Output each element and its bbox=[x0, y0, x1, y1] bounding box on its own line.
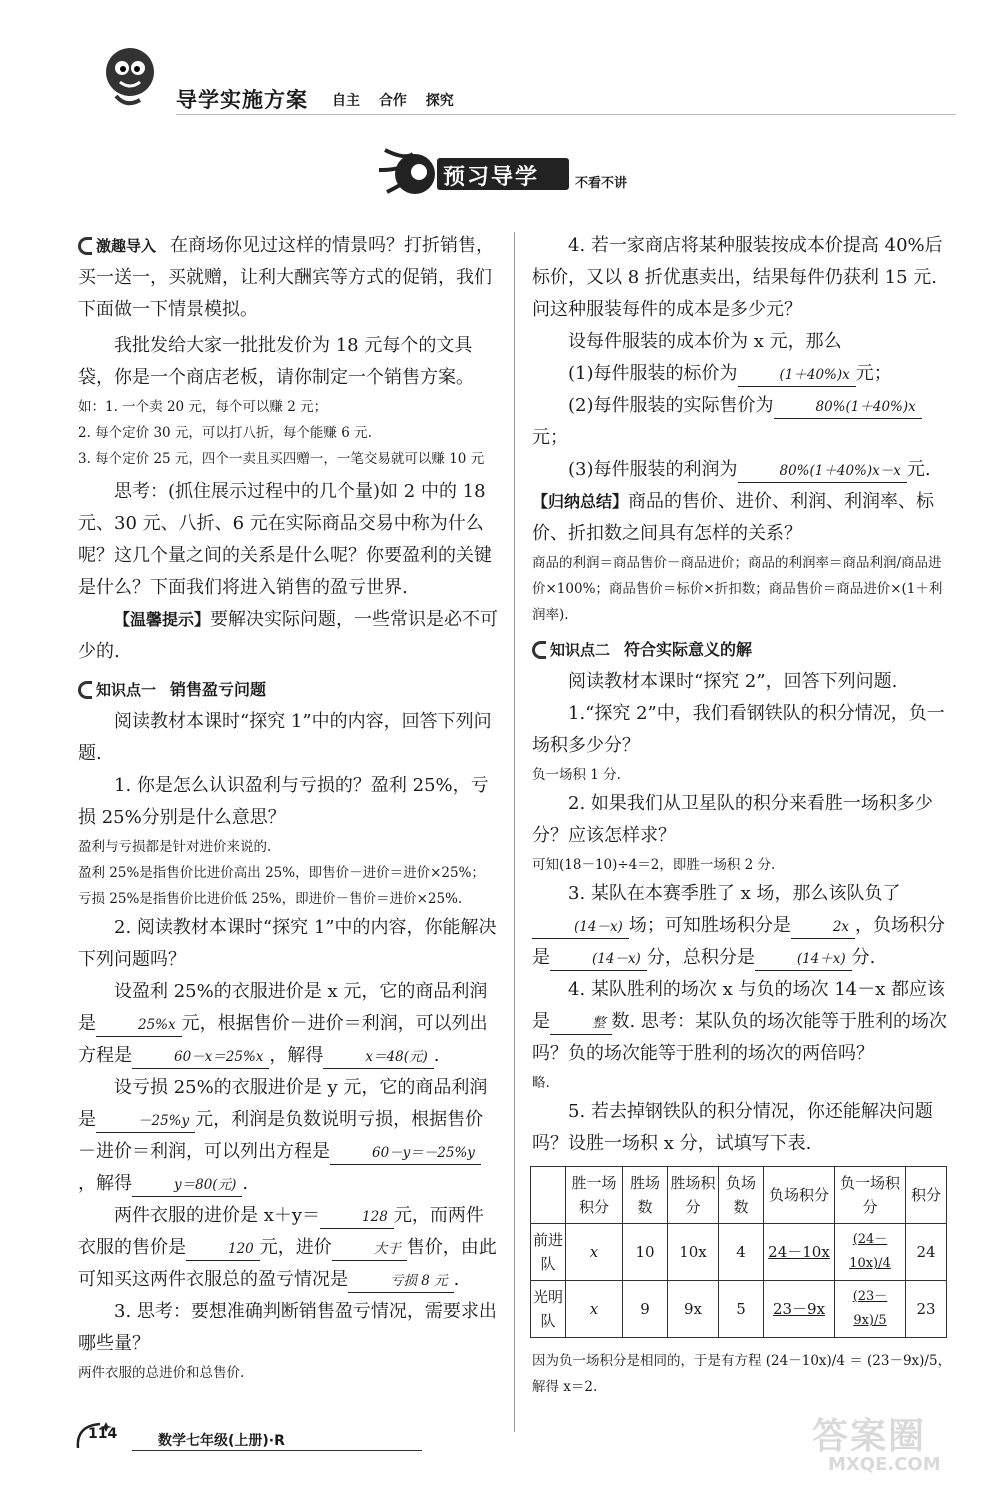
blank-loss-points: (14－x) bbox=[550, 948, 647, 971]
question-4-3: (3)每件服装的利润为 80%(1＋40%)x－x 元. bbox=[532, 454, 952, 486]
table-cell: x bbox=[566, 1224, 623, 1281]
table-header-cell: 负场积分 bbox=[764, 1167, 835, 1224]
table-cell: x bbox=[566, 1281, 623, 1338]
table-cell: 5 bbox=[719, 1281, 764, 1338]
r-question-1: 1.“探究 2”中，我们看钢铁队的积分情况，负一场积多少分？ bbox=[532, 703, 945, 756]
header-tag: 探究 bbox=[425, 93, 454, 109]
equation-answer: 因为负一场积分是相同的，于是有方程 (24－10x)/4 ＝ (23－9x)/5，解得 x＝2. bbox=[532, 1353, 952, 1395]
banner-subtitle: 不看不讲 bbox=[575, 176, 628, 191]
tip-text: 要解决实际问题，一些常识是必不可少的. bbox=[78, 609, 499, 662]
answer-3: 两件衣服的总进价和总售价. bbox=[78, 1365, 245, 1381]
page-header bbox=[96, 42, 956, 112]
answer-1-line1: 盈利与亏损都是针对进价来说的. bbox=[78, 839, 272, 855]
question-2: 2. 阅读教材本课时“探究 1”中的内容，你能解决下列问题吗？ bbox=[78, 917, 497, 970]
knowledge-1-intro: 阅读教材本课时“探究 1”中的内容，回答下列问题. bbox=[78, 711, 492, 764]
table-cell: 10 bbox=[623, 1224, 668, 1281]
r-question-4: 4. 某队胜利的场次 x 与负的场次 14－x 都应该是 整 数. 思考：某队负的场次能等于胜利的场次吗？负的场次能等于胜利的场次的两倍吗？ bbox=[532, 979, 947, 1064]
table-row bbox=[531, 1224, 947, 1281]
r-answer-1: 负一场积 1 分. bbox=[532, 767, 621, 783]
header-rule bbox=[176, 114, 956, 115]
table-header-cell: 胜场积分 bbox=[668, 1167, 719, 1224]
example-2: 2. 每个定价 30 元，可以打八折，每个能赚 6 元. bbox=[78, 425, 372, 441]
answer-1-line3: 亏损 25%是指售价比进价低 25%，即进价－售价＝进价×25%. bbox=[78, 891, 463, 907]
blank-profit: 25%x bbox=[96, 1014, 182, 1037]
blank-selling-price: 80%(1＋40%)x bbox=[774, 396, 922, 419]
table-header-cell: 积分 bbox=[906, 1167, 947, 1224]
summary-answer: 商品的利润＝商品售价－商品进价；商品的利润率＝商品利润/商品进价×100%；商品售价＝标价×折扣数；商品售价＝商品进价×(1＋利润率). bbox=[532, 555, 943, 623]
knowledge-2-title: 符合实际意义的解 bbox=[624, 640, 753, 659]
table-cell: 前进队 bbox=[531, 1224, 566, 1281]
page-number: 114 bbox=[88, 1426, 118, 1442]
intro-text: 在商场你见过这样的情景吗？打折销售，买一送一，买就赠，让利大酬宾等方式的促销，我们下面做一下情景模拟。 bbox=[78, 235, 495, 320]
summary-text: 商品的售价、进价、利润、利润率、标价、折扣数之间具有怎样的关系？ bbox=[532, 491, 935, 544]
table-cell: 光明队 bbox=[531, 1281, 566, 1338]
answer-1-line2: 盈利 25%是指售价比进价高出 25%，即售价－进价＝进价×25%； bbox=[78, 865, 485, 881]
blank-solution-y: y＝80(元) bbox=[132, 1174, 242, 1197]
table-cell: 23－9x bbox=[764, 1281, 835, 1338]
book-title: 数学七年级(上册)·R bbox=[158, 1433, 285, 1449]
question-4-2: (2)每件服装的实际售价为 80%(1＋40%)x元； bbox=[532, 390, 952, 454]
watermark-top: 答案圈 bbox=[812, 1416, 927, 1457]
example-1: 如：1. 一个卖 20 元，每个可以赚 2 元； bbox=[78, 399, 328, 415]
section-banner bbox=[375, 140, 645, 206]
blank-win-points: 2x bbox=[791, 916, 855, 939]
watermark-bottom: MXQE.COM bbox=[828, 1454, 941, 1475]
example-3: 3. 每个定价 25 元，四个一卖且买四赠一，一笔交易就可以赚 10 元 bbox=[78, 451, 485, 467]
table-header-cell: 胜一场积分 bbox=[566, 1167, 623, 1224]
table-cell: 9x bbox=[668, 1281, 719, 1338]
watermark bbox=[812, 1408, 972, 1482]
question-2a: 设盈利 25%的衣服进价是 x 元，它的商品利润是 25%x 元，根据售价－进价＝利润，可以列出方程是 60－x＝25%x ，解得 x＝48(元) . bbox=[78, 976, 498, 1072]
tip-paragraph bbox=[78, 604, 498, 668]
table-cell: 23 bbox=[906, 1281, 947, 1338]
flame-swirl-icon bbox=[375, 140, 445, 206]
question-1: 1. 你是怎么认识盈利与亏损的？盈利 25%，亏损 25%分别是什么意思？ bbox=[78, 775, 489, 828]
r-answer-2: 可知(18－10)÷4＝2，即胜一场积 2 分. bbox=[532, 857, 776, 873]
knowledge-2-tag: 知识点二 bbox=[532, 639, 616, 661]
table-header-cell: 负一场积分 bbox=[835, 1167, 906, 1224]
table-cell: 9 bbox=[623, 1281, 668, 1338]
tip-label: 【温馨提示】 bbox=[114, 610, 211, 629]
footer-rule bbox=[132, 1450, 422, 1451]
r-question-2: 2. 如果我们从卫星队的积分来看胜一场积多少分？应该怎样求？ bbox=[532, 793, 933, 846]
question-2b: 设亏损 25%的衣服进价是 y 元，它的商品利润是 －25%y 元，利润是负数说明亏损，根据售价－进价＝利润，可以列出方程是 60－y＝－25%y，解得 y＝80(元) . bbox=[78, 1072, 498, 1200]
question-4: 4. 若一家商店将某种服装按成本价提高 40%后标价，又以 8 折优惠卖出，结果每件仍获利 15 元. 问这种服装每件的成本是多少元？ bbox=[532, 235, 943, 320]
question-3: 3. 思考：要想准确判断销售盈亏情况，需要求出哪些量？ bbox=[78, 1301, 497, 1354]
think-paragraph: 思考：(抓住展示过程中的几个量)如 2 中的 18 元、30 元、八折、6 元在实际商品交易中称为什么呢？这几个量之间的关系是什么呢？你要盈利的关键是什么？下面我们将进入销售的盈亏世界. bbox=[78, 481, 492, 598]
page-footer bbox=[72, 1418, 372, 1458]
blank-solution-x: x＝48(元) bbox=[323, 1046, 433, 1069]
blank-losses: (14－x) bbox=[532, 916, 629, 939]
blank-total-price: 120 bbox=[186, 1238, 260, 1261]
summary-label: 【归纳总结】 bbox=[532, 492, 629, 511]
blank-loss: －25%y bbox=[96, 1110, 195, 1133]
question-4-setup: 设每件服装的成本价为 x 元，那么 bbox=[568, 331, 842, 352]
table-header-row bbox=[531, 1167, 947, 1224]
blank-total-cost: 128 bbox=[320, 1206, 394, 1229]
question-2c: 两件衣服的进价是 x＋y＝ 128 元，而两件衣服的售价是 120 元，进价 大于 售价，由此可知买这两件衣服总的盈亏情况是 亏损 8 元 . bbox=[78, 1200, 498, 1296]
table-header-cell: 负场数 bbox=[719, 1167, 764, 1224]
blank-result: 亏损 8 元 bbox=[348, 1270, 454, 1293]
intro-paragraph bbox=[78, 230, 498, 326]
table-header-cell bbox=[531, 1167, 566, 1224]
column-divider bbox=[514, 232, 515, 1432]
mascot-logo-icon bbox=[96, 42, 166, 110]
header-tags bbox=[332, 90, 468, 110]
blank-profit-per-item: 80%(1＋40%)x－x bbox=[738, 460, 907, 483]
right-column bbox=[532, 230, 952, 1400]
table-cell: (24－10x)/4 bbox=[835, 1224, 906, 1281]
knowledge-2-heading bbox=[532, 634, 952, 666]
score-table bbox=[530, 1166, 947, 1338]
blank-equation-2: 60－y＝－25%y bbox=[330, 1142, 481, 1165]
blank-marked-price: (1＋40%)x bbox=[738, 364, 856, 387]
table-cell: 10x bbox=[668, 1224, 719, 1281]
r-question-5: 5. 若去掉钢铁队的积分情况，你还能解决问题吗？设胜一场积 x 分，试填写下表. bbox=[532, 1101, 933, 1154]
r-answer-4: 略. bbox=[532, 1075, 550, 1091]
r-question-3: 3. 某队在本赛季胜了 x 场，那么该队负了(14－x) 场；可知胜场积分是 2x ，负场积分是 (14－x) 分，总积分是 (14＋x) 分. bbox=[532, 878, 952, 974]
banner-title: 预习导学 bbox=[443, 165, 540, 190]
left-column bbox=[78, 230, 498, 1386]
table-cell: 24 bbox=[906, 1224, 947, 1281]
table-cell: 4 bbox=[719, 1224, 764, 1281]
table-cell: (23－9x)/5 bbox=[835, 1281, 906, 1338]
knowledge-1-heading bbox=[78, 674, 498, 706]
table-row bbox=[531, 1281, 947, 1338]
knowledge-2-intro: 阅读教材本课时“探究 2”，回答下列问题. bbox=[568, 671, 898, 692]
intro-tag: 激趣导入 bbox=[78, 235, 162, 257]
header-tag: 自主 bbox=[332, 93, 360, 109]
blank-total-points: (14＋x) bbox=[755, 948, 852, 971]
table-cell: 24－10x bbox=[764, 1224, 835, 1281]
knowledge-1-tag: 知识点一 bbox=[78, 679, 162, 701]
blank-integer: 整 bbox=[550, 1012, 612, 1035]
summary-paragraph bbox=[532, 486, 952, 550]
knowledge-1-title: 销售盈亏问题 bbox=[170, 680, 267, 699]
header-title: 导学实施方案 bbox=[176, 88, 308, 112]
table-header-cell: 胜场数 bbox=[623, 1167, 668, 1224]
blank-equation-1: 60－x＝25%x bbox=[132, 1046, 269, 1069]
intro-p2: 我批发给大家一批批发价为 18 元每个的文具袋，你是一个商店老板，请你制定一个销售方案。 bbox=[78, 335, 474, 388]
blank-compare: 大于 bbox=[332, 1238, 407, 1261]
question-4-1: (1)每件服装的标价为 (1＋40%)x 元； bbox=[532, 358, 952, 390]
header-tag: 合作 bbox=[378, 93, 407, 109]
